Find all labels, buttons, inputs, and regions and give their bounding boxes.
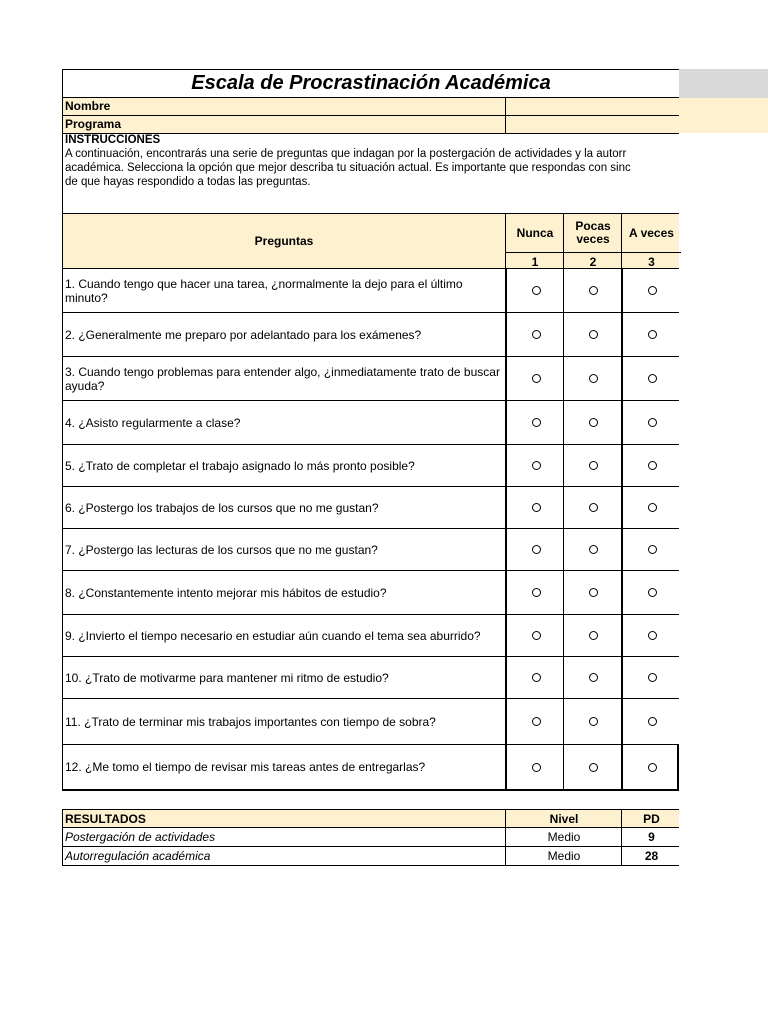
answer-radio-1[interactable] [532, 418, 541, 427]
answer-cell-3 [621, 487, 682, 528]
cream-cell-extension [679, 98, 768, 133]
answer-radio-3[interactable] [648, 503, 657, 512]
answer-cell-3 [621, 615, 682, 656]
answer-cell-3 [621, 571, 682, 614]
question-text: 4. ¿Asisto regularmente a clase? [65, 415, 241, 430]
question-row [62, 529, 679, 571]
question-row [62, 401, 679, 445]
answer-cell-2 [563, 745, 622, 789]
question-text: 5. ¿Trato de completar el trabajo asignado lo más pronto posible? [65, 458, 415, 473]
instructions-heading: INSTRUCCIONES [65, 134, 161, 146]
answer-cell-2 [563, 357, 622, 400]
row-right-border [677, 745, 679, 789]
answer-radio-1[interactable] [532, 330, 541, 339]
answer-cell-1 [505, 529, 565, 570]
page-title: Escala de Procrastinación Académica [62, 69, 679, 98]
answer-cell-3 [621, 745, 682, 789]
question-text: 11. ¿Trato de terminar mis trabajos importantes con tiempo de sobra? [65, 714, 436, 729]
answer-cell-3 [621, 269, 682, 312]
answer-radio-1[interactable] [532, 673, 541, 682]
answer-radio-1[interactable] [532, 503, 541, 512]
answer-radio-2[interactable] [589, 330, 598, 339]
answer-radio-3[interactable] [648, 631, 657, 640]
questions-column-header: Preguntas [254, 234, 314, 248]
answer-cell-2 [563, 313, 622, 356]
question-row [62, 269, 679, 313]
answer-cell-3 [621, 313, 682, 356]
question-row [62, 657, 679, 699]
question-row [62, 487, 679, 529]
answer-cell-1 [505, 487, 565, 528]
answer-cell-2 [563, 445, 622, 486]
answer-radio-1[interactable] [532, 461, 541, 470]
instructions-line-3: de que hayas respondido a todas las preguntas. [65, 176, 311, 188]
answer-radio-2[interactable] [589, 461, 598, 470]
answer-cell-2 [563, 615, 622, 656]
question-text: 10. ¿Trato de motivarme para mantener mi ritmo de estudio? [65, 670, 389, 685]
answer-radio-1[interactable] [532, 286, 541, 295]
result-nivel: Medio [505, 847, 622, 865]
column-header-pocas-veces: Pocas veces [563, 214, 622, 252]
question-text: 3. Cuando tengo problemas para entender algo, ¿inmediatamente trato de buscar ayuda? [65, 364, 500, 393]
nombre-label: Nombre [65, 99, 111, 113]
result-label: Postergación de actividades [65, 830, 216, 844]
answer-radio-2[interactable] [589, 286, 598, 295]
answer-cell-2 [563, 529, 622, 570]
answer-cell-1 [505, 615, 565, 656]
answer-cell-3 [621, 357, 682, 400]
results-row [62, 828, 679, 847]
question-text: 9. ¿Invierto el tiempo necesario en estudiar aún cuando el tema sea aburrido? [65, 628, 481, 643]
question-text: 7. ¿Postergo las lecturas de los cursos que no me gustan? [65, 542, 378, 557]
grey-cell-extension [679, 69, 768, 98]
instructions-line-1: A continuación, encontrarás una serie de preguntas que indagan por la postergación de actividades y la autorr [65, 148, 627, 160]
answer-radio-3[interactable] [648, 673, 657, 682]
answer-radio-3[interactable] [648, 545, 657, 554]
programa-row [62, 116, 679, 134]
answer-cell-3 [621, 529, 682, 570]
results-header [62, 809, 679, 828]
answer-radio-3[interactable] [648, 286, 657, 295]
question-row [62, 615, 679, 657]
column-value-1: 1 [505, 252, 564, 270]
answer-radio-2[interactable] [589, 418, 598, 427]
answer-cell-1 [505, 699, 565, 744]
answer-cell-1 [505, 445, 565, 486]
question-row [62, 745, 679, 791]
answer-radio-2[interactable] [589, 763, 598, 772]
answer-radio-3[interactable] [648, 461, 657, 470]
answer-radio-1[interactable] [532, 374, 541, 383]
answer-radio-2[interactable] [589, 503, 598, 512]
answer-radio-3[interactable] [648, 330, 657, 339]
answer-radio-1[interactable] [532, 717, 541, 726]
answer-cell-2 [563, 699, 622, 744]
answer-cell-1 [505, 657, 565, 698]
answer-radio-3[interactable] [648, 418, 657, 427]
result-pd: 9 [621, 828, 681, 846]
column-header-nunca: Nunca [505, 214, 564, 252]
answer-radio-3[interactable] [648, 763, 657, 772]
answer-radio-2[interactable] [589, 717, 598, 726]
answer-radio-2[interactable] [589, 545, 598, 554]
answer-cell-2 [563, 269, 622, 312]
answer-cell-1 [505, 401, 565, 444]
questions-table-header [62, 213, 679, 269]
instructions [62, 133, 679, 214]
question-text: 6. ¿Postergo los trabajos de los cursos que no me gustan? [65, 500, 379, 515]
answer-cell-3 [621, 657, 682, 698]
answer-cell-1 [505, 357, 565, 400]
answer-radio-2[interactable] [589, 673, 598, 682]
answer-cell-2 [563, 657, 622, 698]
results-nivel-header: Nivel [505, 810, 622, 827]
answer-radio-2[interactable] [589, 374, 598, 383]
answer-radio-2[interactable] [589, 631, 598, 640]
programa-input-cell[interactable] [505, 116, 681, 133]
column-header-a-veces: A veces [621, 214, 681, 252]
question-text: 2. ¿Generalmente me preparo por adelantado para los exámenes? [65, 327, 422, 342]
question-row [62, 357, 679, 401]
column-value-2: 2 [563, 252, 622, 270]
answer-cell-1 [505, 269, 565, 312]
answer-radio-3[interactable] [648, 717, 657, 726]
answer-cell-1 [505, 745, 565, 789]
nombre-row [62, 98, 679, 116]
answer-cell-3 [621, 445, 682, 486]
question-row [62, 313, 679, 357]
results-row [62, 847, 679, 866]
answer-cell-2 [563, 487, 622, 528]
result-pd: 28 [621, 847, 681, 865]
result-nivel: Medio [505, 828, 622, 846]
question-row [62, 445, 679, 487]
answer-radio-3[interactable] [648, 374, 657, 383]
answer-radio-1[interactable] [532, 545, 541, 554]
answer-cell-3 [621, 699, 682, 744]
answer-radio-2[interactable] [589, 588, 598, 597]
answer-radio-1[interactable] [532, 763, 541, 772]
answer-cell-1 [505, 571, 565, 614]
answer-cell-2 [563, 571, 622, 614]
answer-radio-3[interactable] [648, 588, 657, 597]
question-row [62, 571, 679, 615]
question-text: 1. Cuando tengo que hacer una tarea, ¿normalmente la dejo para el último minuto? [65, 276, 463, 305]
answer-radio-1[interactable] [532, 588, 541, 597]
instructions-line-2: académica. Selecciona la opción que mejor describa tu situación actual. Es importante que respondas con sinc [65, 162, 631, 174]
answer-radio-1[interactable] [532, 631, 541, 640]
answer-cell-2 [563, 401, 622, 444]
nombre-input-cell[interactable] [505, 98, 681, 115]
result-label: Autorregulación académica [65, 849, 211, 863]
question-text: 8. ¿Constantemente intento mejorar mis hábitos de estudio? [65, 585, 387, 600]
question-row [62, 699, 679, 745]
results-pd-header: PD [621, 810, 681, 827]
answer-cell-1 [505, 313, 565, 356]
programa-label: Programa [65, 117, 122, 131]
results-heading: RESULTADOS [65, 812, 146, 826]
answer-cell-3 [621, 401, 682, 444]
column-value-3: 3 [621, 252, 681, 270]
question-text: 12. ¿Me tomo el tiempo de revisar mis tareas antes de entregarlas? [65, 760, 426, 774]
